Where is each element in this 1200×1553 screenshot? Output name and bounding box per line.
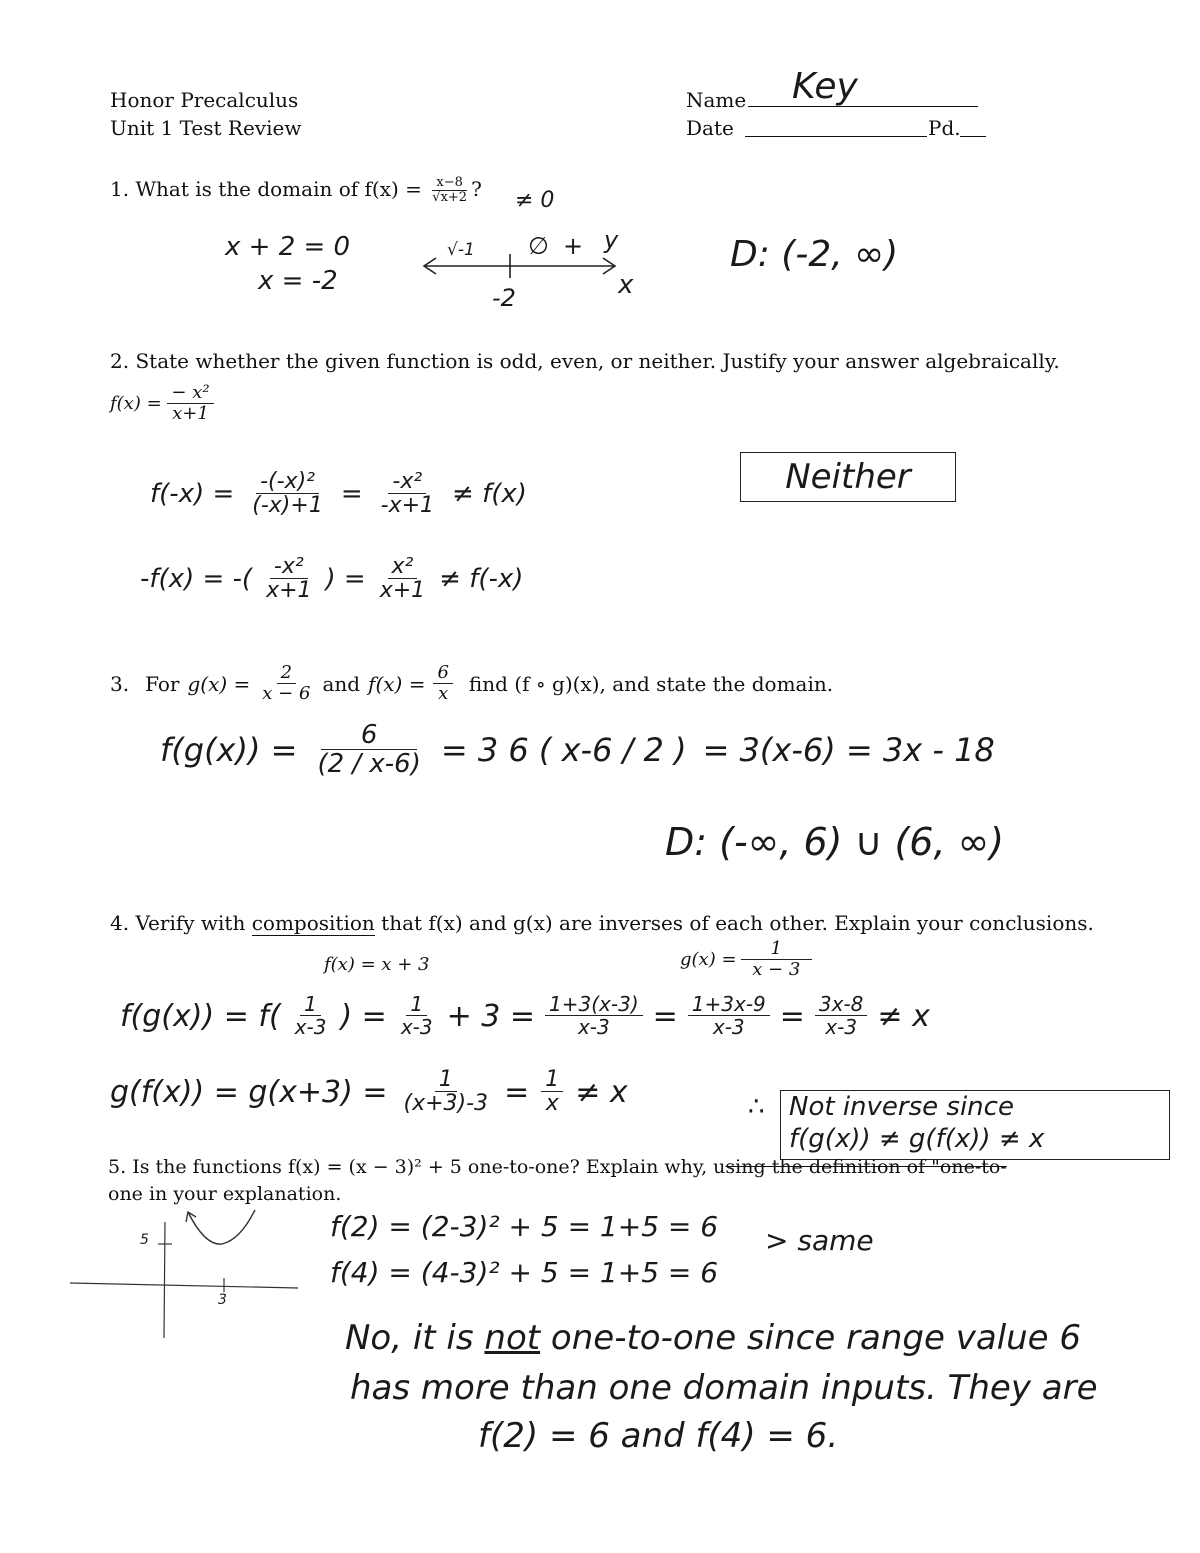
q4-f-definition: f(x) = x + 3 [324,954,430,975]
q1-numline-x: x [618,270,634,300]
q3-prompt: 3. For g(x) = $\frac{2}{x - 6}$ and f(x) = $\frac{6}{x}$ find (f ∘ g)(x), and state the domain. [110,662,834,704]
q5-same-note: > same [765,1224,874,1257]
name-value: Key [792,66,858,107]
q4-therefore: ∴ [748,1092,765,1122]
q1-numline-tick-label: -2 [492,284,516,312]
q1-numline-left: √-1 [447,240,475,260]
q5-graph-y-axis [164,1222,165,1338]
q1-work-2: x = -2 [258,266,338,296]
q5-prompt: 5. Is the functions f(x) = (x − 3)² + 5 one-to-one? Explain why, using the definition of "one-to- [108,1156,1007,1178]
q2-function: f(x) = $\frac{\text{− x²}}{x+1}$ [110,384,214,424]
q5-prompt-line-2: one in your explanation. [108,1183,342,1205]
q1-answer: D: (-2, ∞) [730,234,899,275]
q1-numline-mid: ∅ [528,232,549,260]
name-label: Name [686,88,747,112]
q3-answer: D: (-∞, 6) ∪ (6, ∞) [665,820,1005,864]
q5-graph-y-label: 5 [140,1232,149,1248]
q5-explanation-3: f(2) = 6 and f(4) = 6. [478,1416,839,1456]
q4-work-line-1: f(g(x)) = f( $\frac{1}{x-3}$ ) = $\frac{1}{x-3}$ + 3 = $\frac{1+3(x-3)}{x-3}$ = $\frac{1+3x-9}{x-3}$ = $\frac{3x-8}{x-3}$ ≠ x [120,992,930,1039]
q3-work: f(g(x)) = $\frac{6}{(2 / x-6)}$ = 3 6 ( x-6 / 2 ) = 3(x-6) = 3x - 18 [160,720,995,780]
q1-work-1: x + 2 = 0 [225,232,351,262]
q4-work-line-2: g(f(x)) = g(x+3) = $\frac{1}{(x+3)-3}$ = $\frac{1}{x}$ ≠ x [110,1067,628,1117]
q1-numline-plus: + [563,232,584,260]
q5-work-2: f(4) = (4-3)² + 5 = 1+5 = 6 [330,1256,719,1289]
q4-conclusion-line-2: f(g(x)) ≠ g(f(x)) ≠ x [789,1124,1045,1154]
q2-function-fraction: $\frac{\text{− x²}}{x+1}$ [167,384,213,424]
pd-label: Pd. [928,116,961,140]
q5-work-1: f(2) = (2-3)² + 5 = 1+5 = 6 [330,1210,719,1243]
q2-work-line-1: f(-x) = $\frac{\text{-(-x)²}}{(-x)+1}$ = $\frac{\text{-x²}}{-x+1}$ ≠ f(x) [150,469,527,519]
q1-note: ≠ 0 [515,188,555,213]
q5-explanation-2: has more than one domain inputs. They are [350,1368,1098,1408]
q1-numline-y: y [604,226,619,254]
q4-g-definition: g(x) = $\frac{1}{x - 3}$ [680,940,812,980]
course-title: Honor Precalculus [110,88,299,112]
q1-text: What is the domain of f(x) = [135,176,422,201]
date-label: Date [686,116,734,140]
q5-graph-parabola [188,1210,255,1244]
q1-fraction: $\frac{x-8}{√x+2}$ [432,175,468,205]
q4-conclusion-line-1: Not inverse since [789,1092,1014,1122]
q4-prompt: 4. Verify with composition that f(x) and g(x) are inverses of each other. Explain your conclusions. [110,911,1094,935]
unit-title: Unit 1 Test Review [110,116,302,140]
q2-work-line-2: -f(x) = -( $\frac{\text{-x²}}{x+1}$ ) = $\frac{\text{x²}}{x+1}$ ≠ f(-x) [140,554,524,604]
q2-number: 2. [110,349,130,373]
q5-graph-x-axis [70,1283,298,1288]
q1-number: 1. [110,176,130,201]
q5-graph-x-label: 3 [218,1292,227,1308]
q4-underlined-word: composition [251,911,375,935]
q1-prompt: 1. What is the domain of f(x) = $\frac{x-8}{√x+2}$ ? [110,175,482,205]
q5-explanation-1: No, it is not one-to-one since range value 6 [345,1318,1082,1358]
q2-answer-box: Neither [740,452,956,502]
q2-text: State whether the given function is odd, even, or neither. Justify your answer algebraically. [135,349,1060,373]
